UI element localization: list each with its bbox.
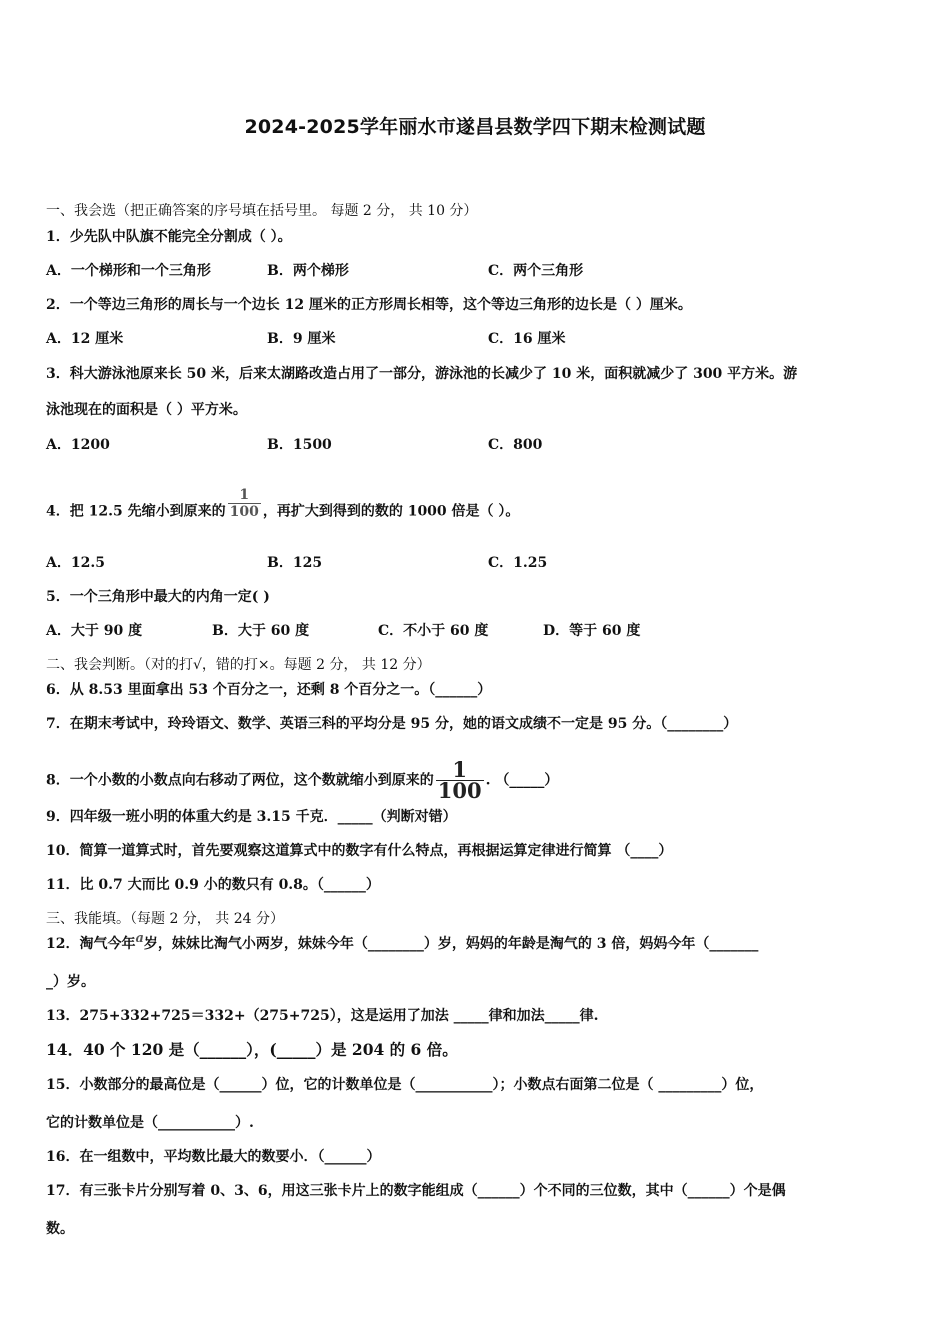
question-12-line-1 [46, 931, 759, 954]
question-10: 10．简算一道算式时，首先要观察这道算式中的数字有什么特点，再根据运算定律进行简算 （____） [46, 843, 673, 859]
q4-option-a: A．12.5 [46, 555, 105, 571]
question-3-line-1: 3．科大游泳池原来长 50 米，后来太湖路改造占用了一部分，游泳池的长减少了 10 米，面积就减少了 300 平方米。游 [46, 366, 798, 382]
q2-option-a: A．12 厘米 [46, 331, 124, 347]
q12-variable-a: a [135, 931, 144, 946]
question-17-line-2: 数。 [46, 1221, 74, 1237]
q4-option-b: B．125 [267, 555, 323, 571]
question-9: 9．四年级一班小明的体重大约是 3.15 千克．_____（判断对错） [46, 809, 457, 825]
question-15-line-1: 15．小数部分的最高位是（______）位，它的计数单位是（___________）；小数点右面第二位是（ _________）位， [46, 1077, 764, 1093]
question-8 [46, 757, 559, 803]
q5-option-a: A．大于 90 度 [46, 623, 143, 639]
question-1: 1．少先队中队旗不能完全分割成（ ）。 [46, 229, 292, 245]
q3-option-b: B．1500 [267, 437, 332, 453]
q4-text-after: ，再扩大到得到的数的 1000 倍是（ ）。 [262, 503, 520, 520]
q1-option-a: A．一个梯形和一个三角形 [46, 263, 211, 279]
question-14: 14．40 个 120 是（______），(_____）是 204 的 6 倍。 [46, 1040, 458, 1059]
page-title: 2024-2025学年丽水市遂昌县数学四下期末检测试题 [244, 116, 706, 138]
q4-fraction-denominator: 100 [229, 504, 259, 520]
question-5: 5．一个三角形中最大的内角一定( ) [46, 589, 270, 605]
q3-option-a: A．1200 [46, 437, 110, 453]
q12-text-after: 岁，妹妹比淘气小两岁，妹妹今年（________）岁，妈妈的年龄是淘气的 3 倍，妈妈今年（_______ [143, 936, 759, 952]
question-6: 6．从 8.53 里面拿出 53 个百分之一，还剩 8 个百分之一。（______） [46, 682, 492, 698]
q2-option-c: C．16 厘米 [488, 331, 566, 347]
question-13: 13．275+332+725＝332+（275+725），这是运用了加法 _____律和加法_____律. [46, 1008, 599, 1024]
question-15-line-2: 它的计数单位是（___________）. [46, 1115, 254, 1131]
section-3-heading: 三、我能填。（每题 2 分， 共 24 分） [46, 911, 284, 927]
q8-text-before: 8．一个小数的小数点向右移动了两位，这个数就缩小到原来的 [46, 772, 434, 789]
q2-option-b: B．9 厘米 [267, 331, 336, 347]
q8-text-after: . （_____） [485, 772, 559, 789]
q5-option-b: B．大于 60 度 [212, 623, 310, 639]
q4-option-c: C．1.25 [488, 555, 548, 571]
q4-fraction [228, 487, 261, 520]
q3-option-c: C．800 [488, 437, 543, 453]
section-2-heading: 二、我会判断。（对的打√，错的打×。每题 2 分， 共 12 分） [46, 657, 431, 673]
q4-text-before: 4．把 12.5 先缩小到原来的 [46, 503, 226, 520]
q1-option-b: B．两个梯形 [267, 263, 349, 279]
section-1-heading: 一、我会选（把正确答案的序号填在括号里。 每题 2 分， 共 10 分） [46, 203, 478, 219]
q12-text-before: 12．淘气今年 [46, 936, 136, 952]
question-17-line-1: 17．有三张卡片分别写着 0、3、6，用这三张卡片上的数字能组成（______）个不同的三位数，其中（______）个是偶 [46, 1183, 786, 1199]
question-11: 11．比 0.7 大而比 0.9 小的数只有 0.8。（______） [46, 877, 380, 893]
question-12-line-2: _）岁。 [46, 974, 95, 990]
question-2: 2．一个等边三角形的周长与一个边长 12 厘米的正方形周长相等，这个等边三角形的边长是（ ）厘米。 [46, 297, 692, 313]
q1-option-c: C．两个三角形 [488, 263, 584, 279]
q8-fraction [436, 757, 484, 803]
q5-option-d: D．等于 60 度 [543, 623, 641, 639]
q5-option-c: C．不小于 60 度 [378, 623, 489, 639]
q4-fraction-numerator: 1 [239, 487, 250, 503]
question-16: 16．在一组数中，平均数比最大的数要小．（______） [46, 1149, 381, 1165]
question-3-line-2: 泳池现在的面积是（ ）平方米。 [46, 402, 247, 418]
q8-fraction-denominator: 100 [437, 778, 482, 803]
question-7: 7．在期末考试中，玲玲语文、数学、英语三科的平均分是 95 分，她的语文成绩不一定是 95 分。（________） [46, 716, 738, 732]
question-4 [46, 487, 520, 528]
q8-fraction-numerator: 1 [452, 757, 467, 782]
